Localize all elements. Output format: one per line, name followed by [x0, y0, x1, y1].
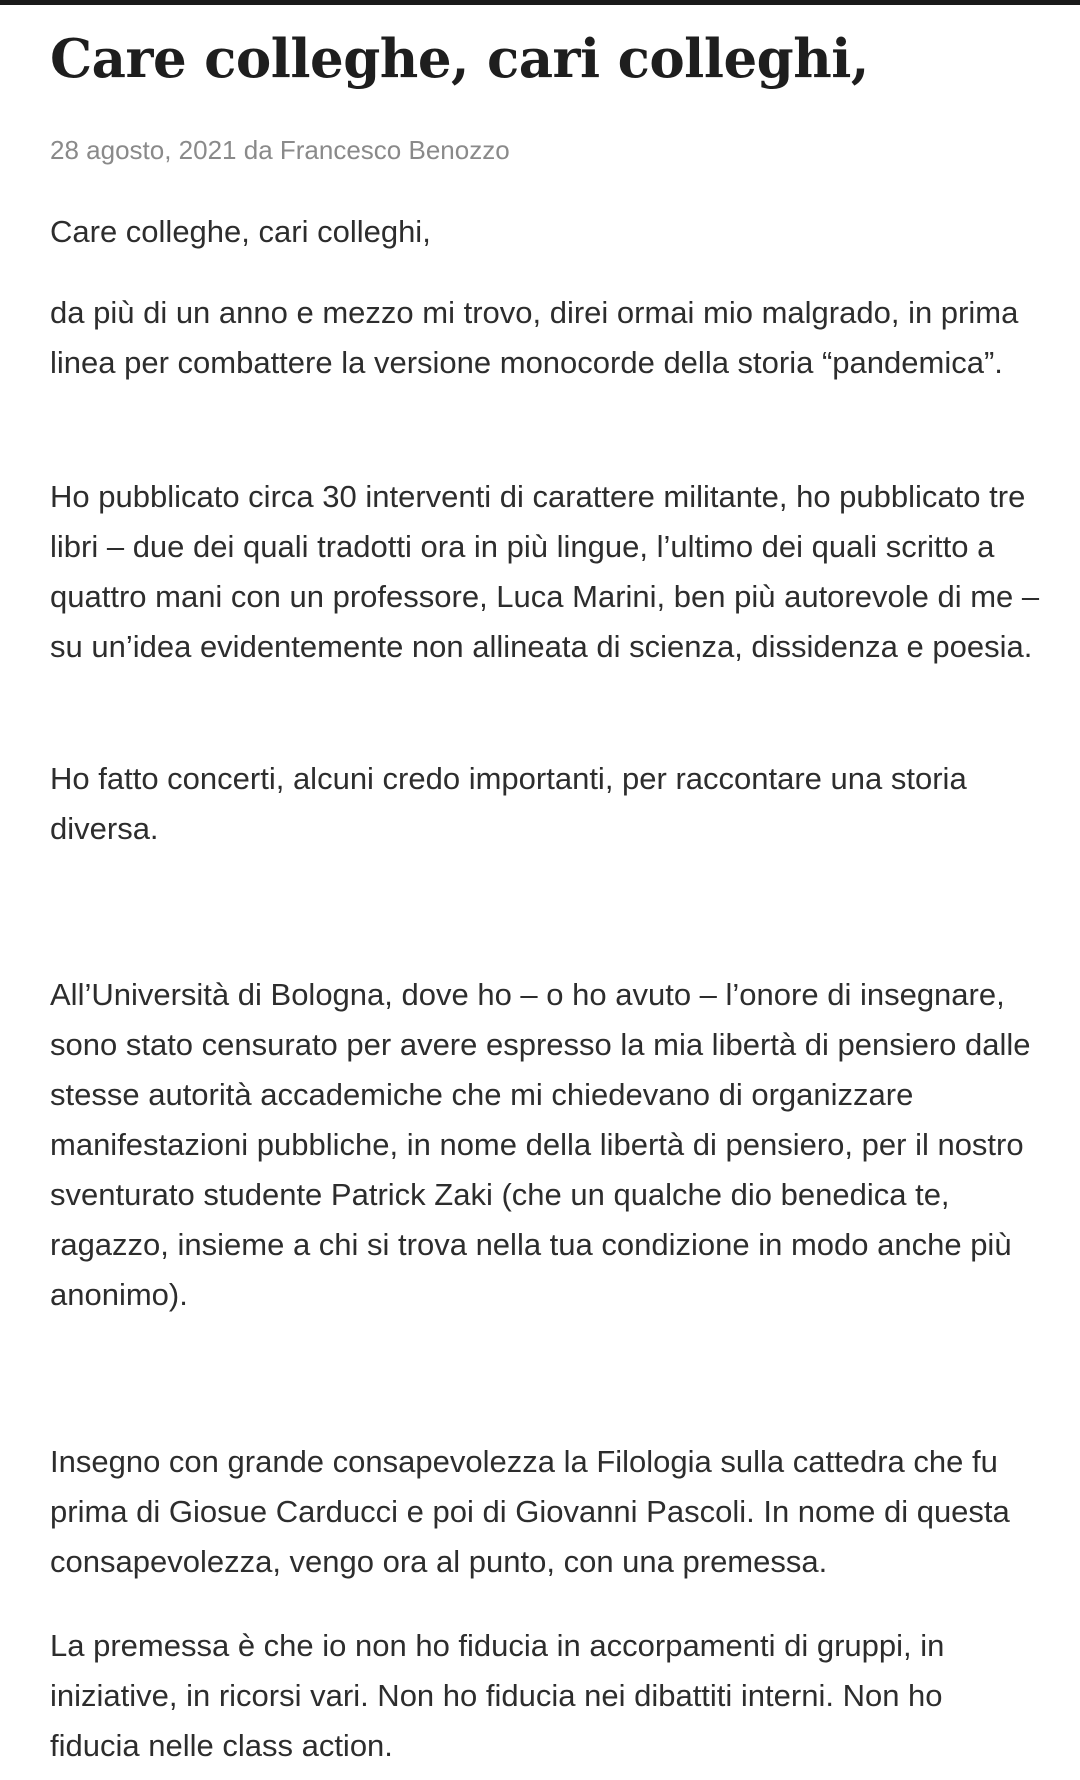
author-link[interactable]: Francesco Benozzo	[279, 135, 510, 165]
paragraph-4: All’Università di Bologna, dove ho – o ho avuto – l’onore di insegnare, sono stato censurato per avere espresso la mia libertà di pensiero dalle stesse autorità accademiche che mi chiedevano di organizzare manifestazioni pubbliche, in nome della libertà di pensiero, per il nostro sventurato studente Patrick Zaki (che un qualche dio benedica te, ragazzo, insieme a chi si trova nella tua condizione in modo anche più anonimo).	[50, 977, 1031, 1312]
byline-prefix: da	[243, 135, 273, 165]
article-title: Care colleghe, cari colleghi,	[50, 28, 869, 90]
paragraph-1: da più di un anno e mezzo mi trovo, direi ormai mio malgrado, in prima linea per combattere la versione monocorde della storia “pandemica”.	[50, 295, 1019, 380]
paragraph-5: Insegno con grande consapevolezza la Filologia sulla cattedra che fu prima di Giosue Carducci e poi di Giovanni Pascoli. In nome di questa consapevolezza, vengo ora al punto, con una premessa.	[50, 1444, 1010, 1579]
post-date: 28 agosto, 2021	[50, 135, 237, 165]
paragraph-3: Ho fatto concerti, alcuni credo importanti, per raccontare una storia diversa.	[50, 761, 967, 846]
top-border	[0, 0, 1080, 5]
paragraph-2: Ho pubblicato circa 30 interventi di carattere militante, ho pubblicato tre libri – due dei quali tradotti ora in più lingue, l’ultimo dei quali scritto a quattro mani con un professore, Luca Marini, ben più autorevole di me – su un’idea evidentemente non allineata di scienza, dissidenza e poesia.	[50, 479, 1040, 664]
paragraph-6: La premessa è che io non ho fiducia in accorpamenti di gruppi, in iniziative, in ricorsi vari. Non ho fiducia nei dibattiti interni. Non ho fiducia nelle class action.	[50, 1628, 945, 1763]
paragraph-salutation: Care colleghe, cari colleghi,	[50, 214, 431, 249]
article-meta	[50, 133, 510, 167]
